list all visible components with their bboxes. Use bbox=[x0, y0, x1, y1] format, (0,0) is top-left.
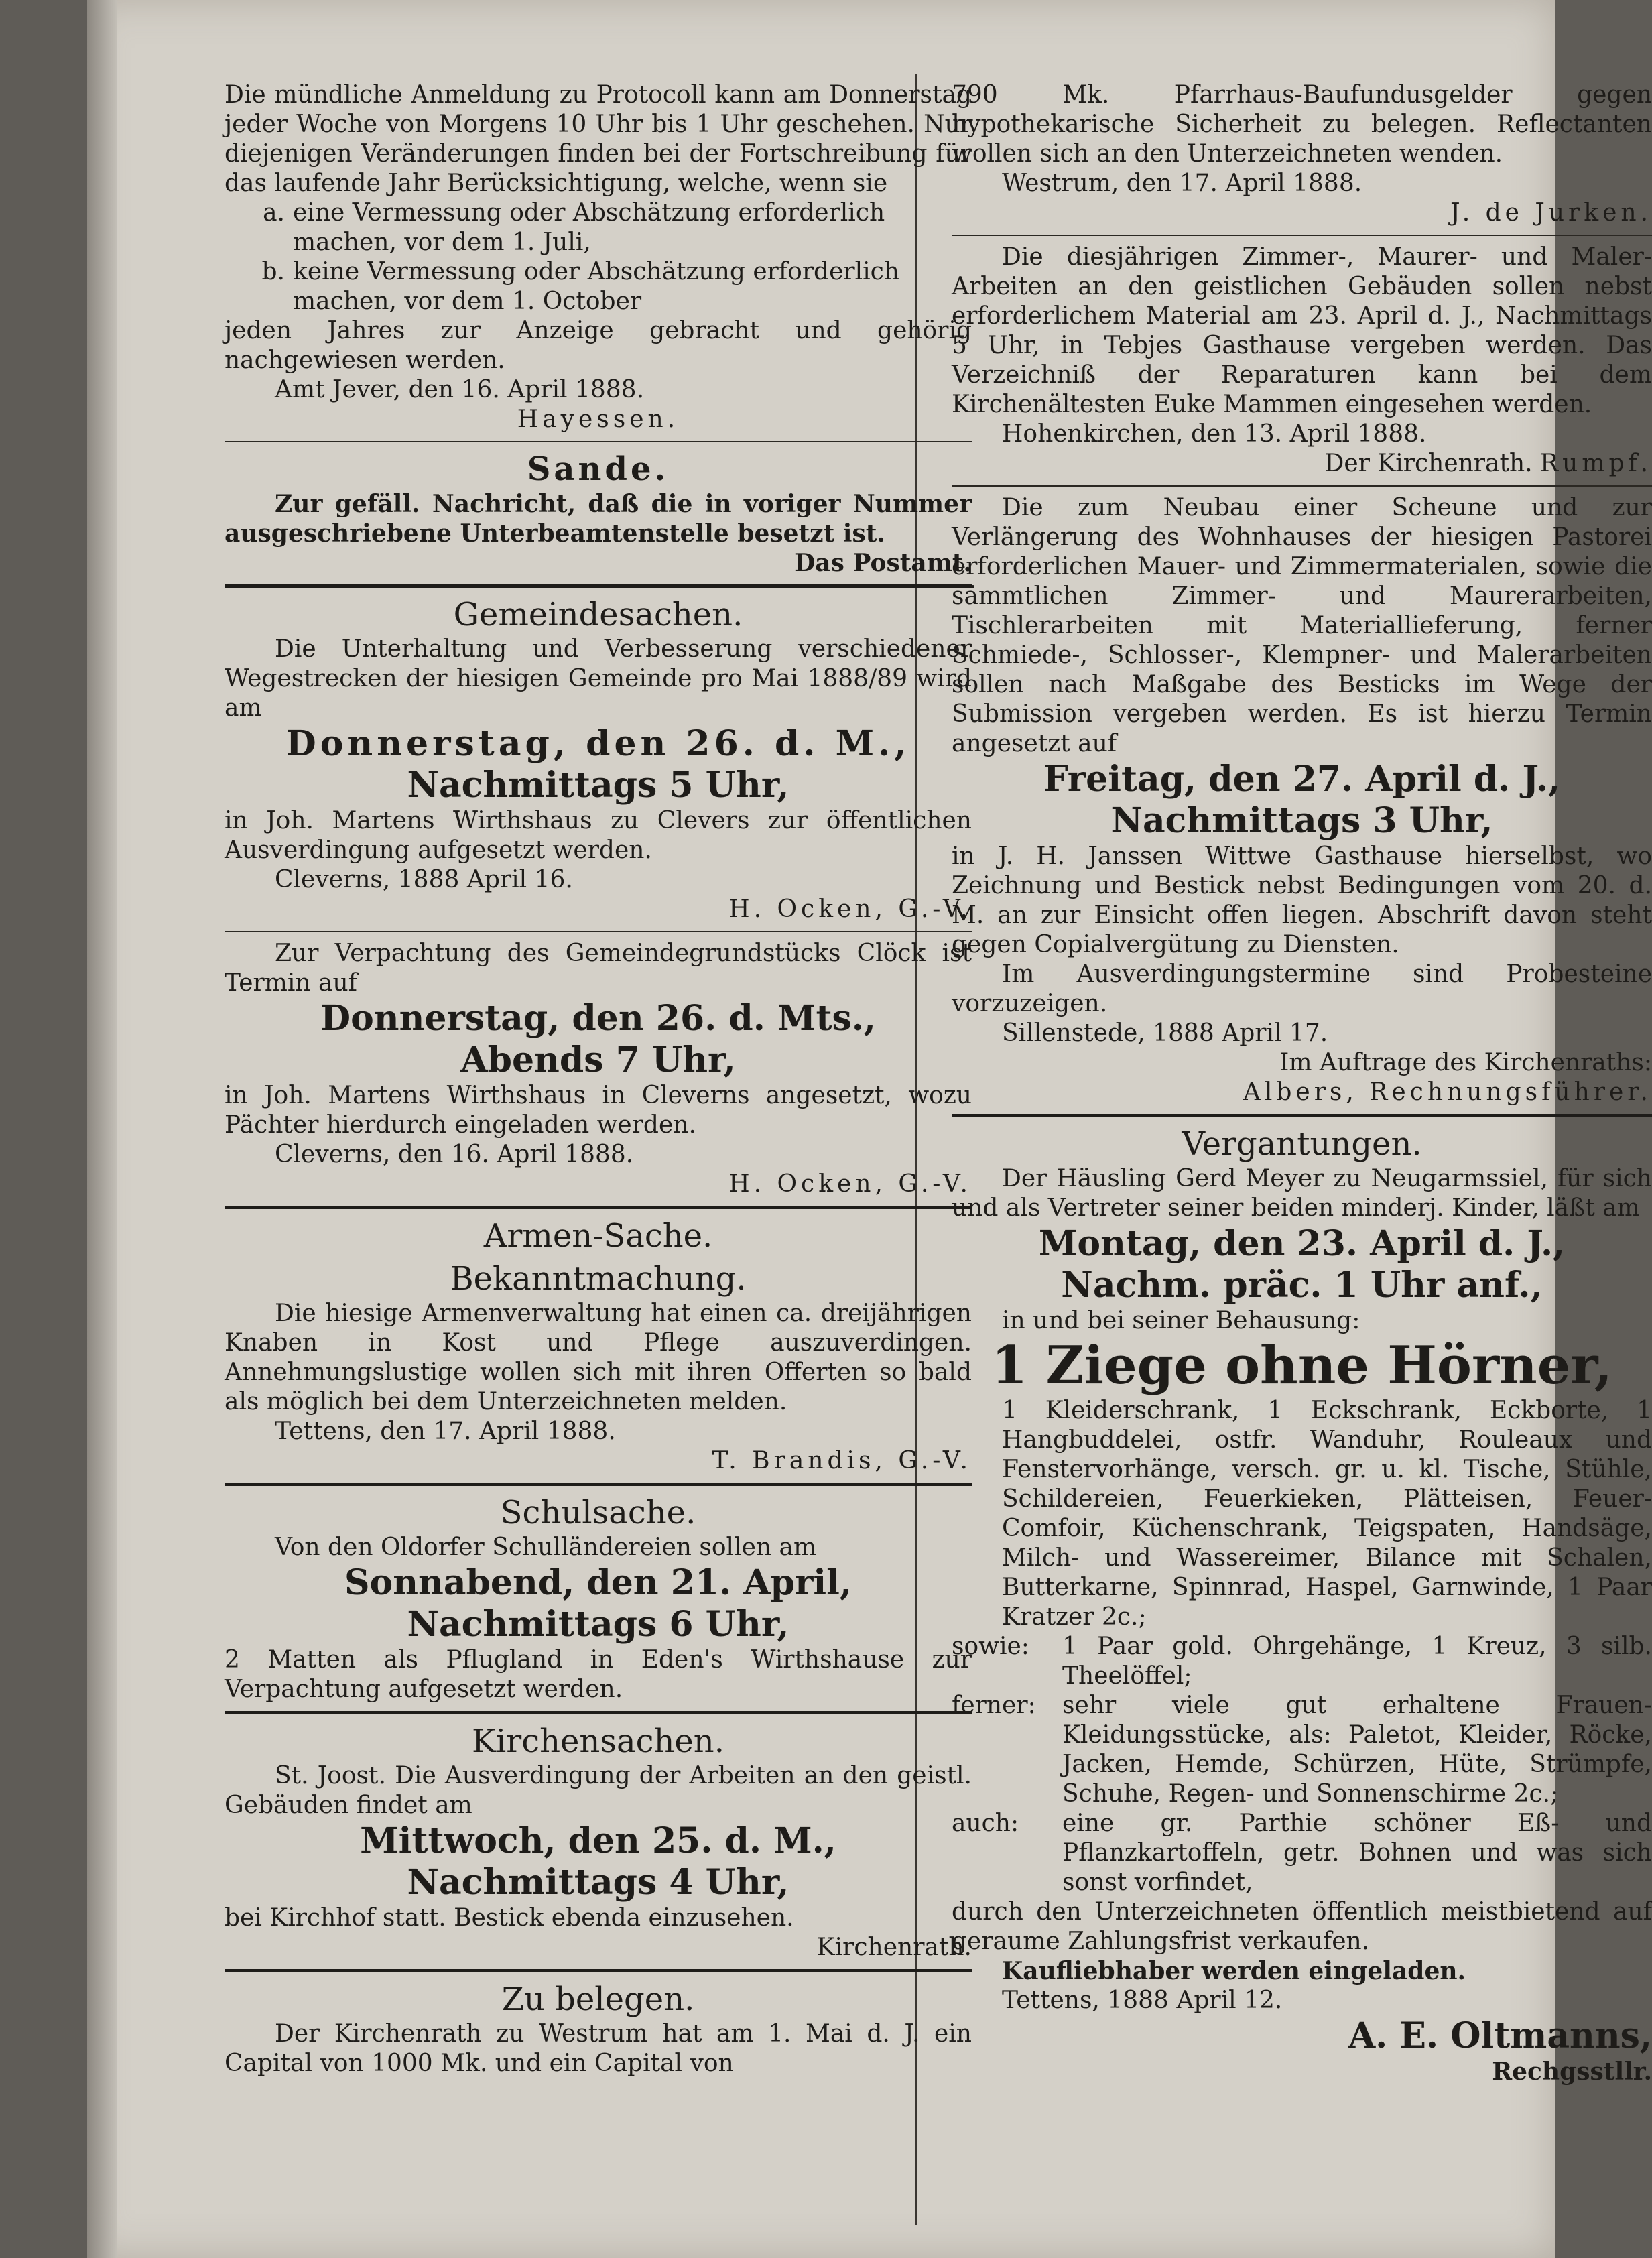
condition-b bbox=[225, 257, 972, 316]
notice-sande bbox=[225, 449, 972, 578]
schulsache-time: Nachmittags 6 Uhr, bbox=[407, 1604, 789, 1645]
kirchensachen-time: Nachmittags 4 Uhr, bbox=[407, 1862, 789, 1903]
sillenstede-signature-name: Albers, Rechnungsführer. bbox=[1243, 1078, 1652, 1106]
notice-zu-belegen bbox=[225, 1979, 972, 2078]
page-binding-edge bbox=[87, 0, 117, 2258]
sillenstede-place-date: Sillenstede, 1888 April 17. bbox=[1002, 1019, 1328, 1047]
westrum-text: 790 Mk. Pfarrhaus-Baufundusgelder gegen hypothekarische Sicherheit zu belegen. Reflectanten wollen sich an den Unterzeichneten wenden. bbox=[952, 81, 1652, 168]
schulsache-heading: Schulsache. bbox=[500, 1494, 696, 1531]
hohenkirchen-signature bbox=[952, 449, 1652, 479]
sillenstede-date: Freitag, den 27. April d. J., bbox=[1043, 759, 1561, 800]
vergantungen-invitation: Kaufliebhaber werden eingeladen. bbox=[1002, 1957, 1466, 1985]
kirchensachen-heading: Kirchensachen. bbox=[472, 1722, 724, 1760]
gemeindesachen-date: Donnerstag, den 26. d. M., bbox=[285, 723, 911, 764]
kirchensachen-date: Mittwoch, den 25. d. M., bbox=[360, 1820, 836, 1861]
vergantungen-place-date: Tettens, 1888 April 12. bbox=[1002, 1987, 1283, 2014]
zubelegen-heading: Zu belegen. bbox=[501, 1981, 695, 2018]
verpachtung-text2: in Joh. Martens Wirthshaus in Cleverns angesetzt, wozu Pächter hierdurch eingeladen werden. bbox=[225, 1082, 972, 1139]
section-rule bbox=[225, 441, 972, 442]
notice-intro: Die mündliche Anmeldung zu Protocoll kann am Donnerstag jeder Woche von Morgens 10 Uhr bis 1 Uhr geschehen. Nur diejenigen Veränderungen finden bei der Fortschreibung für das laufende Jahr Berücksichtigung, welche, wenn sie bbox=[225, 81, 972, 197]
sillenstede-text2: in J. H. Janssen Wittwe Gasthause hierselbst, wo Zeichnung und Bestick nebst Bedingungen vom 20. d. M. an zur Einsicht offen liegen. Abschrift davon steht gegen Copialvergütung zu Diensten. bbox=[952, 842, 1652, 958]
notice-schulsache bbox=[225, 1493, 972, 1704]
gemeindesachen-text2: in Joh. Martens Wirthshaus zu Clevers zur öffentlichen Ausverdingung aufgesetzt werden. bbox=[225, 807, 972, 864]
vergantungen-ferner bbox=[952, 1691, 1652, 1809]
notice-closing: jeden Jahres zur Anzeige gebracht und gehörig nachgewiesen werden. bbox=[225, 317, 972, 374]
vergantungen-time: Nachm. präc. 1 Uhr anf., bbox=[1061, 1265, 1543, 1306]
kirchensachen-text: St. Joost. Die Ausverdingung der Arbeiten an den geistl. Gebäuden findet am bbox=[225, 1762, 972, 1819]
newspaper-page bbox=[87, 0, 1652, 2258]
section-rule-thick bbox=[225, 1969, 972, 1972]
gemeindesachen-heading: Gemeindesachen. bbox=[453, 596, 743, 633]
section-rule bbox=[952, 235, 1652, 236]
vergantungen-signature-name: A. E. Oltmanns, bbox=[1348, 2015, 1652, 2056]
notice-hohenkirchen bbox=[952, 243, 1652, 479]
sillenstede-text3: Im Ausverdingungstermine sind Probesteine vorzuzeigen. bbox=[952, 960, 1652, 1017]
notice-sillenstede bbox=[952, 493, 1652, 1107]
condition-b-label: b. bbox=[261, 258, 285, 286]
zubelegen-text: Der Kirchenrath zu Westrum hat am 1. Mai d. J. ein Capital von 1000 Mk. und ein Capital von bbox=[225, 2020, 972, 2077]
hohenkirchen-signature-name: Rumpf. bbox=[1540, 450, 1652, 477]
notice-armen-sache bbox=[225, 1216, 972, 1476]
gemeindesachen-text: Die Unterhaltung und Verbesserung verschiedener Wegestrecken der hiesigen Gemeinde pro Mai 1888/89 wird am bbox=[225, 635, 972, 722]
notice-westrum bbox=[952, 80, 1652, 228]
notice-vergantungen bbox=[952, 1124, 1652, 2086]
hohenkirchen-text: Die diesjährigen Zimmer-, Maurer- und Maler-Arbeiten an den geistlichen Gebäuden sollen nebst erforderlichem Material am 23. April d. J., Nachmittags 5 Uhr, in Tebjes Gasthause vergeben werden. Das Verzeichniß der Reparaturen kann bei dem Kirchenältesten Euke Mammen eingesehen werden. bbox=[952, 243, 1652, 418]
hohenkirchen-signature-role: Der Kirchenrath. bbox=[1324, 450, 1533, 477]
gemeindesachen-place-date: Cleverns, 1888 April 16. bbox=[275, 866, 573, 893]
auch-label: auch: bbox=[952, 1810, 1019, 1837]
notice-kirchensachen bbox=[225, 1721, 972, 1962]
section-rule-thick bbox=[225, 584, 972, 588]
notice-signature: Hayessen. bbox=[517, 405, 680, 433]
sillenstede-signature-role: Im Auftrage des Kirchenraths: bbox=[1279, 1049, 1652, 1076]
notice-verpachtung bbox=[225, 939, 972, 1199]
schulsache-text2: 2 Matten als Pflugland in Eden's Wirthshause zur Verpachtung aufgesetzt werden. bbox=[225, 1646, 972, 1703]
condition-b-text: keine Vermessung oder Abschätzung erforderlich machen, vor dem 1. October bbox=[293, 258, 899, 315]
condition-a-label: a. bbox=[263, 199, 285, 227]
notice-amt-jever bbox=[225, 80, 972, 434]
verpachtung-text: Zur Verpachtung des Gemeindegrundstücks Clöck ist Termin auf bbox=[225, 940, 972, 997]
sowie-text: 1 Paar gold. Ohrgehänge, 1 Kreuz, 3 silb. Theelöffel; bbox=[1062, 1633, 1652, 1690]
condition-a bbox=[225, 198, 972, 257]
verpachtung-date: Donnerstag, den 26. d. Mts., bbox=[320, 998, 876, 1039]
gemeindesachen-time: Nachmittags 5 Uhr, bbox=[407, 765, 789, 806]
section-rule-thick bbox=[225, 1206, 972, 1209]
left-column bbox=[225, 80, 972, 2198]
westrum-place-date: Westrum, den 17. April 1888. bbox=[1002, 170, 1362, 197]
vergantungen-text: Der Häusling Gerd Meyer zu Neugarmssiel, für sich und als Vertreter seiner beiden minderj. Kinder, läßt am bbox=[952, 1165, 1652, 1222]
condition-a-text: eine Vermessung oder Abschätzung erforderlich machen, vor dem 1. Juli, bbox=[293, 199, 885, 256]
notice-gemeindesachen bbox=[225, 594, 972, 924]
vergantungen-date: Montag, den 23. April d. J., bbox=[1038, 1223, 1566, 1264]
ferner-text: sehr viele gut erhaltene Frauen-Kleidungsstücke, als: Paletot, Kleider, Röcke, Jacken, Hemde, Schürzen, Hüte, Strümpfe, Schuhe, Regen- und Sonnenschirme 2c.; bbox=[1062, 1692, 1652, 1808]
westrum-signature: J. de Jurken. bbox=[1450, 199, 1652, 227]
vergantungen-headline-item: 1 Ziege ohne Hörner, bbox=[991, 1335, 1612, 1396]
kirchensachen-signature: Kirchenrath. bbox=[816, 1934, 972, 1961]
right-column bbox=[952, 80, 1652, 2198]
section-rule-thick bbox=[952, 1114, 1652, 1117]
sowie-label: sowie: bbox=[952, 1633, 1029, 1660]
ferner-label: ferner: bbox=[952, 1692, 1036, 1719]
gemeindesachen-signature: H. Ocken, G.-V. bbox=[728, 895, 972, 923]
notice-place-date: Amt Jever, den 16. April 1888. bbox=[275, 376, 645, 403]
section-rule bbox=[225, 931, 972, 932]
kirchensachen-text2: bei Kirchhof statt. Bestick ebenda einzusehen. bbox=[225, 1904, 794, 1932]
sande-text: Zur gefäll. Nachricht, daß die in voriger Nummer ausgeschriebene Unterbeamtenstelle besetzt ist. bbox=[225, 490, 972, 548]
verpachtung-time: Abends 7 Uhr, bbox=[460, 1040, 736, 1080]
section-rule bbox=[952, 485, 1652, 487]
armen-text: Die hiesige Armenverwaltung hat einen ca. dreijährigen Knaben in Kost und Pflege auszuverdingen. Annehmungslustige wollen sich mit ihren Offerten so bald als möglich bei dem Unterzeichneten melden. bbox=[225, 1300, 972, 1416]
vergantungen-auch bbox=[952, 1809, 1652, 1897]
section-rule-thick bbox=[225, 1483, 972, 1486]
verpachtung-place-date: Cleverns, den 16. April 1888. bbox=[275, 1141, 634, 1168]
armen-subheading: Bekanntmachung. bbox=[450, 1260, 747, 1298]
sande-signature: Das Postamt. bbox=[794, 549, 972, 577]
section-rule-thick bbox=[225, 1711, 972, 1714]
sillenstede-text: Die zum Neubau einer Scheune und zur Verlängerung des Wohnhauses der hiesigen Pastorei erforderlichen Mauer- und Zimmermaterialen, sowie die sämmtlichen Zimmer- und Maurerarbeiten, Tischlerarbeiten mit Materiallieferung, ferner Schmiede-, Schlosser-, Klempner- und Malerarbeiten sollen nach Maßgabe des Besticks im Wege der Submission vergeben werden. Es ist hierzu Termin angesetzt auf bbox=[952, 494, 1652, 757]
vergantungen-location: in und bei seiner Behausung: bbox=[1002, 1307, 1360, 1334]
schulsache-date: Sonnabend, den 21. April, bbox=[344, 1562, 852, 1603]
sande-heading: Sande. bbox=[527, 450, 670, 488]
vergantungen-items: 1 Kleiderschrank, 1 Eckschrank, Eckborte, 1 Hangbuddelei, ostfr. Wanduhr, Rouleaux und Fenstervorhänge, versch. gr. u. kl. Tische, Stühle, Schildereien, Feuerkieken, Plätteisen, Feuer-Comfoir, Küchenschrank, Teigspaten, Handsäge, Milch- und Wassereimer, Bilance mit Schalen, Butterkarne, Spinnrad, Haspel, Garnwinde, 1 Paar Kratzer 2c.; bbox=[1002, 1397, 1652, 1631]
armen-place-date: Tettens, den 17. April 1888. bbox=[275, 1418, 616, 1445]
vergantungen-sowie bbox=[952, 1632, 1652, 1691]
sillenstede-time: Nachmittags 3 Uhr, bbox=[1110, 800, 1493, 841]
vergantungen-signature-role: Rechgsstllr. bbox=[1492, 2058, 1652, 2086]
armen-signature: T. Brandis, G.-V. bbox=[712, 1447, 972, 1475]
verpachtung-signature: H. Ocken, G.-V. bbox=[728, 1170, 972, 1198]
vergantungen-heading: Vergantungen. bbox=[1182, 1125, 1422, 1163]
auch-text: eine gr. Parthie schöner Eß- und Pflanzkartoffeln, getr. Bohnen und was sich sonst vorfindet, bbox=[1062, 1810, 1652, 1896]
schulsache-text: Von den Oldorfer Schulländereien sollen am bbox=[275, 1533, 817, 1561]
vergantungen-closing: durch den Unterzeichneten öffentlich meistbietend auf geraume Zahlungsfrist verkaufen. bbox=[952, 1898, 1652, 1955]
armen-heading: Armen-Sache. bbox=[483, 1217, 713, 1255]
hohenkirchen-place-date: Hohenkirchen, den 13. April 1888. bbox=[1002, 420, 1427, 448]
